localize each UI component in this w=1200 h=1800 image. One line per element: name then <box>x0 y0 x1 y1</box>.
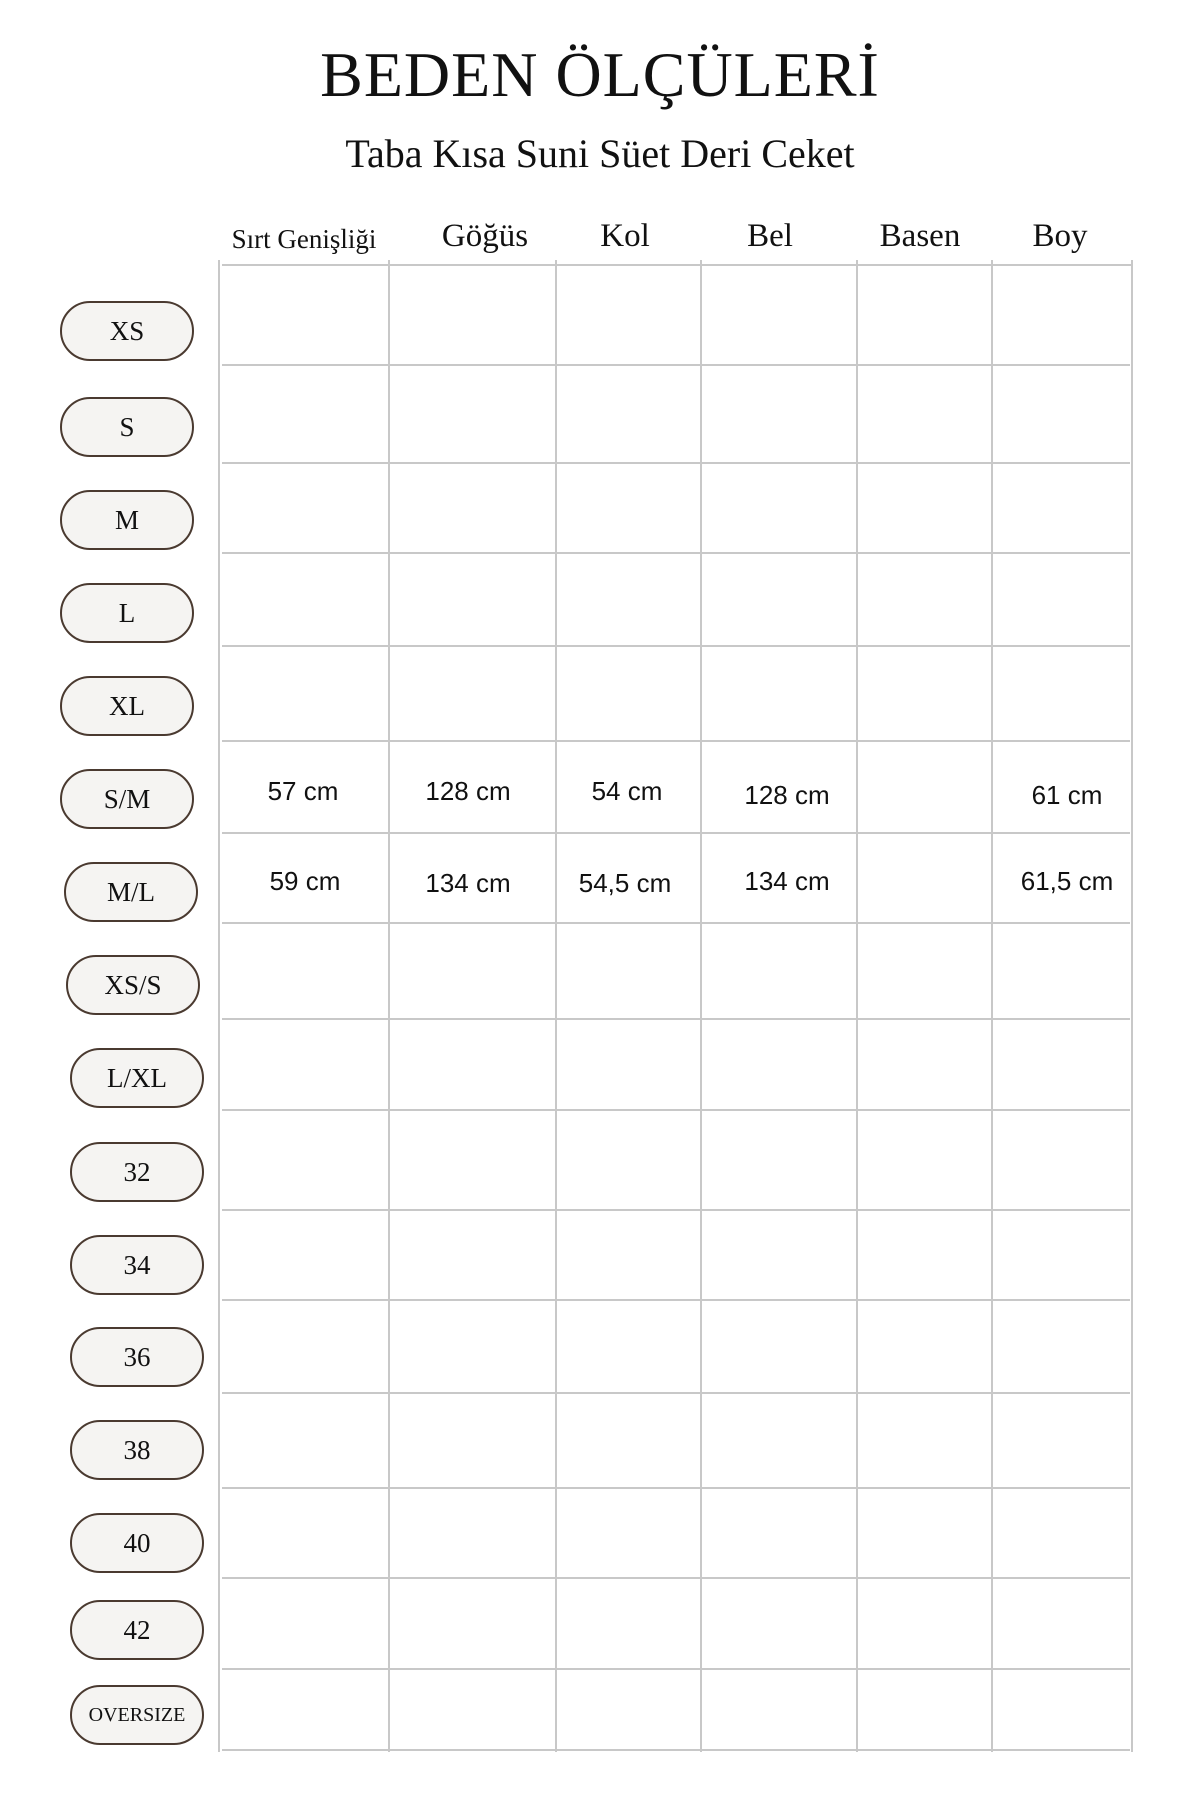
table-row-divider <box>222 1749 1130 1751</box>
size-label-xl: XL <box>60 676 194 736</box>
table-row-divider <box>222 832 1130 834</box>
size-label-l-xl: L/XL <box>70 1048 204 1108</box>
size-label-s: S <box>60 397 194 457</box>
size-label-l: L <box>60 583 194 643</box>
cell-s-m-sirt-genisligi: 57 cm <box>267 776 339 806</box>
table-row-divider <box>222 1577 1130 1579</box>
table-row-divider <box>222 1109 1130 1111</box>
table-column-divider <box>388 260 390 1752</box>
size-label-32: 32 <box>70 1142 204 1202</box>
table-row-divider <box>222 645 1130 647</box>
size-label-40: 40 <box>70 1513 204 1573</box>
table-column-divider <box>856 260 858 1752</box>
column-header-kol: Kol <box>600 218 650 254</box>
table-row-divider <box>222 364 1130 366</box>
cell-s-m-gogus: 128 cm <box>425 776 511 806</box>
column-header-boy: Boy <box>1032 218 1088 254</box>
size-label-38: 38 <box>70 1420 204 1480</box>
cell-m-l-gogus: 134 cm <box>425 868 511 898</box>
table-row-divider <box>222 1392 1130 1394</box>
column-header-gogus: Göğüs <box>441 218 529 254</box>
product-name: Taba Kısa Suni Süet Deri Ceket <box>345 131 855 176</box>
column-header-basen: Basen <box>879 218 961 254</box>
size-label-m: M <box>60 490 194 550</box>
size-label-42: 42 <box>70 1600 204 1660</box>
table-column-divider <box>700 260 702 1752</box>
table-column-divider <box>555 260 557 1752</box>
table-row-divider <box>222 462 1130 464</box>
size-label-xs: XS <box>60 301 194 361</box>
size-label-36: 36 <box>70 1327 204 1387</box>
column-header-bel: Bel <box>747 218 793 254</box>
size-label-xs-s: XS/S <box>66 955 200 1015</box>
table-column-divider <box>991 260 993 1752</box>
size-label-oversize: OVERSIZE <box>70 1685 204 1745</box>
size-label-m-l: M/L <box>64 862 198 922</box>
table-row-divider <box>222 1018 1130 1020</box>
size-label-34: 34 <box>70 1235 204 1295</box>
cell-m-l-bel: 134 cm <box>744 866 830 896</box>
table-row-divider <box>222 1487 1130 1489</box>
cell-m-l-boy: 61,5 cm <box>1020 866 1114 896</box>
cell-s-m-bel: 128 cm <box>744 780 830 810</box>
cell-m-l-kol: 54,5 cm <box>578 868 672 898</box>
table-row-divider <box>222 1299 1130 1301</box>
cell-s-m-kol: 54 cm <box>591 776 663 806</box>
table-row-divider <box>222 1209 1130 1211</box>
table-row-divider <box>222 740 1130 742</box>
cell-m-l-sirt-genisligi: 59 cm <box>269 866 341 896</box>
table-row-divider <box>222 552 1130 554</box>
table-column-divider <box>218 260 220 1752</box>
size-label-s-m: S/M <box>60 769 194 829</box>
table-row-divider <box>222 922 1130 924</box>
column-header-sirt-genisligi: Sırt Genişliği <box>231 224 377 254</box>
table-column-divider <box>1131 260 1133 1752</box>
page-title: BEDEN ÖLÇÜLERİ <box>320 39 880 110</box>
table-row-divider <box>222 1668 1130 1670</box>
table-row-divider <box>222 264 1132 266</box>
cell-s-m-boy: 61 cm <box>1031 780 1103 810</box>
